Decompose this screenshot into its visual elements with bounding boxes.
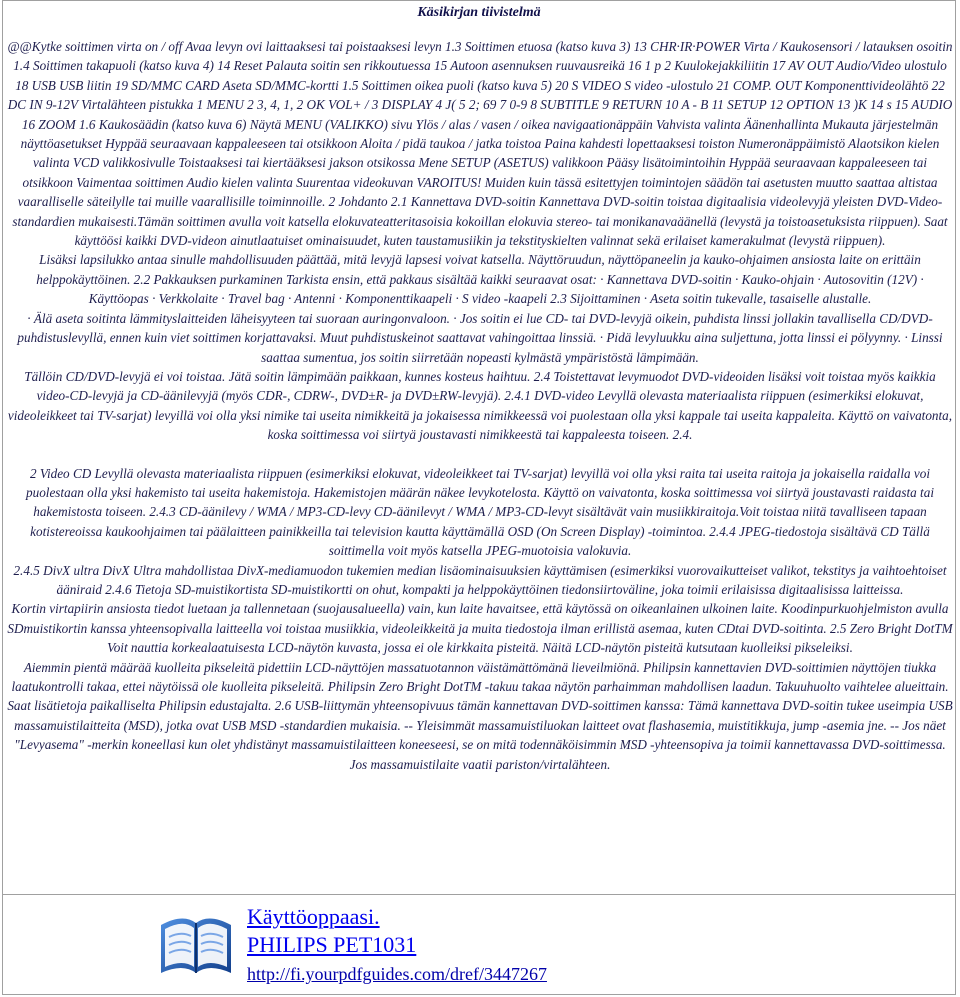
paragraph: @@Kytke soittimen virta on / off Avaa levyn ovi laittaaksesi tai poistaaksesi levyn 1.3 Soittimen etuosa (katso kuva 3) 13 CHR·IR·POWER Virta / Kaukosensori / latauksen osoitin 1.4 Soittimen takapuoli (katso kuva 4) 14 Reset Palauta soitin sen rikkoutuessa 15 Autoon asennuksen ruuvausreikä 16 1 p 2 Kuulokejakkiliitin 17 AV OUT Audio/Video ulostulo 18 USB USB liitin 19 SD/MMC CARD Aseta SD/MMC-kortti 1.5 Soittimen oikea puoli (katso kuva 5) 20 S VIDEO S video -ulostulo 21 COMP. OUT Komponenttivideolähtö 22 DC IN 9-12V Virtalähteen pistukka 1 MENU 2 3, 4, 1, 2 OK VOL+ / 3 DISPLAY 4 J( 5 2; 69 7 0-9 8 SUBTITLE 9 RETURN 10 A - B 11 SETUP 12 OPTION 13 )K 14 s 15 AUDIO 16 ZOOM 1.6 Kaukosäädin (katso kuva 6) Näytä MENU (VALIKKO) sivu Ylös / alas / vasen / oikea navigaationäppäin Vahvista valinta Äänenhallinta Mukauta järjestelmän näyttöasetukset Hyppää seuraavaan kappaleeseen tai otsikkoon Aloita / pidä taukoa / jatka toistoa Paina kahdesti lopettaaksesi toiston Numeronäppäimistö Alaotsikon kielen valinta VCD valikkosivulle Toistaaksesi tai kiertääksesi jakson otsikossa Mene SETUP (ASETUS) valikkoon Pääsy lisätoimintoihin Hyppää seuraavaan kappaleeseen tai otsikkoon Vaimentaa soittimen Audio kielen valinta Suurentaa videokuvan VAROITUS! Muiden kuin tässä esitettyjen toimintojen säädön tai asetusten muutto saattaa altistaa vaaralliselle säteilylle tai muille vaarallisille toiminnoille. 2 Johdanto 2.1 Kannettava DVD-soitin Kannettava DVD-soitin toistaa digitaalisia videolevyjä yleisten DVD-Video-standardien mukaisesti.Tämän soittimen avulla voit katsella elokuvateatteritasoisia kokoillan elokuvia stereo- tai monikanavaäänellä (levystä ja toistoasetuksista riippuen). Saat käyttöösi kaikki DVD-videon ainutlaatuiset ominaisuudet, kuten taustamusiikin ja tekstityskielten valinnat sekä erilaiset kamerakulmat (levystä riippuen). [7,39,953,249]
paragraph: Tällöin CD/DVD-levyjä ei voi toistaa. Jätä soitin lämpimään paikkaan, kunnes kosteus haihtuu. 2.4 Toistettavat levymuodot DVD-videoiden lisäksi voit toistaa myös kaikkia video-CD-levyjä ja CD-äänilevyjä (myös CDR-, CDRW-, DVD±R- ja DVD±RW-levyjä). 2.4.1 DVD-video Levyllä olevasta materiaalista riippuen (esimerkiksi elokuvat, videoleikkeet tai TV-sarjat) levyillä voi olla yksi nimike tai useita nimikkeitä ja jokaisessa nimikkeessä voi puolestaan olla yksi kappale tai useita kappaleita. Käyttö on vaivatonta, koska soittimessa voi siirtyä joustavasti nimikkeestä tai kappaleesta toiseen. 2.4. [7,368,953,443]
paragraph: Aiemmin pientä määrää kuolleita pikseleitä pidettiin LCD-näyttöjen massatuotannon väistämättömänä lieveilmiönä. Philipsin kannettavien DVD-soittimien näyttöjen tiukka laatukontrolli takaa, ettei näytöissä ole kuolleita pikseleitä. Philipsin Zero Bright DotTM -takuu takaa näytön parhaimman mahdollisen laadun. Takuuhuolto vaihtelee alueittain. Saat lisätietoja paikalliselta Philipsin edustajalta. 2.6 USB-liittymän yhteensopivuus tämän kannettavan DVD-soittimen kanssa: Tämä kannettava DVD-soitin tukee useimpia USB massamuistilaitteita (MSD), jotka ovat USB MSD -standardien mukaisia. -- Yleisimmät massamuistiluokan laitteet ovat flashasemia, muistitikkuja, jump -asemia jne. -- Jos näet "Levyasema" -merkin koneellasi kun olet yhdistänyt massamuistilaitteen koneeseesi, se on mitä todennäköisimmin MSD -yhteensopiva ja toimii kannettavassa DVD-soittimessa. Jos massamuistilaite vaatii pariston/virtalähteen. [7,659,953,772]
footer-links [247,903,547,987]
paragraph: Lisäksi lapsilukko antaa sinulle mahdollisuuden päättää, mitä levyjä lapsesi voivat katsella. Näyttöruudun, näyttöpaneelin ja kauko-ohjaimen ansiosta laite on erittäin helppokäyttöinen. 2.2 Pakkauksen purkaminen Tarkista ensin, että pakkaus sisältää kaikki seuraavat osat: · Kannettava DVD-soitin · Kauko-ohjain · Autosovitin (12V) · Käyttöopas · Verkkolaite · Travel bag · Antenni · Komponenttikaapeli · S video -kaapeli 2.3 Sijoittaminen · Aseta soitin tukevalle, tasaiselle alustalle. [36,252,924,307]
paragraph: Kortin virtapiirin ansiosta tiedot luetaan ja tallennetaan (suojausalueella) vain, kun laite havaitsee, että käytössä on oikeanlainen ulkoinen laite. Koodinpurkuohjelmiston avulla SDmuistikortin kanssa yhteensopivalla laitteella voi toistaa musiikkia, videoleikkeitä ja muita tiedostoja ilman erillistä asemaa, kuten CDtai DVD-soitinta. 2.5 Zero Bright DotTM Voit nauttia korkealaatuisesta LCD-näytön kuvasta, jossa ei ole kirkkaita pisteitä. Näitä LCD-näytön pisteitä kutsutaan kuolleiksi pikseleiksi. [7,601,953,656]
paragraph: · Älä aseta soitinta lämmityslaitteiden läheisyyteen tai suoraan auringonvaloon. · Jos soitin ei lue CD- tai DVD-levyjä oikein, puhdista linssi jollakin tavallisella CD/DVD-puhdistuslevyllä, ennen kuin viet soittimen korjattavaksi. Muut puhdistuskeinot saattavat vahingoittaa linssiä. · Pidä levyluukku aina suljettuna, jotta linssi ei pölyynny. · Linssi saattaa sumentua, jos soitin siirretään nopeasti kylmästä ympäristöstä lämpimään. [17,310,943,365]
product-link[interactable]: PHILIPS PET1031 [247,932,417,957]
manual-link[interactable]: Käyttöoppaasi. [247,904,380,929]
footer-divider [3,894,955,895]
paragraph: 2 Video CD Levyllä olevasta materiaalista riippuen (esimerkiksi elokuvat, videoleikkeet tai TV-sarjat) levyillä voi olla yksi raita tai useita raitoja ja jokaisella raidalla voi puolestaan olla yksi hakemisto tai useita hakemistoja. Hakemistojen määrän näkee levykotelosta. Käyttö on vaivatonta, koska soittimessa voi siirtyä joustavasti raidasta tai hakemistosta toiseen. 2.4.3 CD-äänilevy / WMA / MP3-CD-levy CD-äänilevyt / WMA / MP3-CD-levyt sisältävät vain musiikkiraitoja.Voit toistaa niitä tavalliseen tapaan kotistereoissa kaukoohjaimen tai päälaitteen painikkeilla tai television kautta käyttämällä OSD (On Screen Display) -toimintoa. 2.4.4 JPEG-tiedostoja sisältävä CD Tällä soittimella voit myös katsella JPEG-muotoisia valokuvia. [26,465,934,559]
user-manual-book-icon [153,903,239,989]
guide-url-link[interactable]: http://fi.yourpdfguides.com/dref/3447267 [247,964,547,984]
document-body [7,37,953,774]
page-title: Käsikirjan tiivistelmä [417,5,541,20]
document-page [2,0,956,995]
footer [153,899,853,994]
paragraph: 2.4.5 DivX ultra DivX Ultra mahdollistaa DivX-mediamuodon tukemien median lisäominaisuuksien käyttämisen (esimerkiksi vuorovaikutteiset valikot, tekstitys ja vaihtoehtoiset ääniraid 2.4.6 Tietoja SD-muistikortista SD-muistikortti on ohut, kompakti ja helppokäyttöinen tiedonsiirtoväline, joka toimii erilaisissa digitaalisissa laitteissa. [13,562,947,597]
